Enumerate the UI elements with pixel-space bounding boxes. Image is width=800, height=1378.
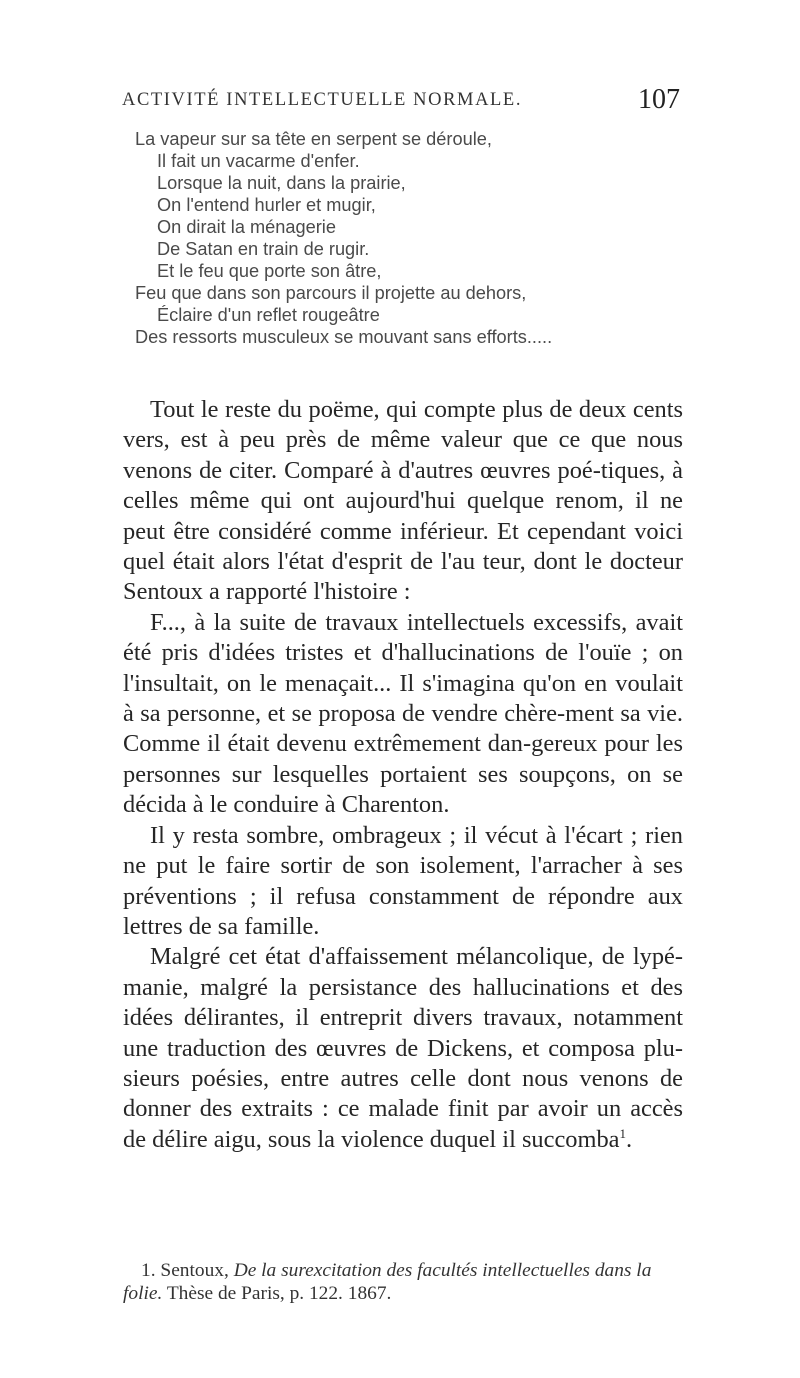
poem-line: La vapeur sur sa tête en serpent se déroule, [135,129,492,149]
footnote [123,1259,693,1305]
poem-line: On dirait la ménagerie [157,217,336,237]
footnote-author: Sentoux, [160,1260,229,1281]
page-number: 107 [638,84,680,115]
footnote-title: De la surexcitation des facultés intellectuelles dans la folie. [123,1260,652,1304]
poem-line: Il fait un vacarme d'enfer. [157,151,360,171]
poem-line: Des ressorts musculeux se mouvant sans efforts..... [135,327,553,347]
running-head: ACTIVITÉ INTELLECTUELLE NORMALE. [122,90,523,110]
body-text [123,395,683,1155]
poem-line: Lorsque la nuit, dans la prairie, [157,173,406,193]
paragraph-text: Malgré cet état d'affaissement mélancolique, de lypé-manie, malgré la persistance des hallucinations et des idées délirantes, il entreprit divers travaux, notamment une traduction des œuvres de Dickens, et composa plu-sieurs poésies, entre autres celle dont nous venons de donner des extraits : ce malade finit par avoir un accès de délire aigu, sous la violence duquel il succomba [123,943,683,1153]
paragraph: Il y resta sombre, ombrageux ; il vécut à l'écart ; rien ne put le faire sortir de son isolement, l'arracher à ses préventions ; il refusa constamment de répondre aux lettres de sa famille. [123,821,683,940]
poem-line: Éclaire d'un reflet rougeâtre [157,305,380,325]
footnotes [123,1259,693,1305]
footnote-number: 1. [141,1260,156,1281]
poem-line: De Satan en train de rugir. [157,239,370,259]
paragraph: F..., à la suite de travaux intellectuels excessifs, avait été pris d'idées tristes et d'hallucinations de l'ouïe ; on l'insultait, on le menaçait... Il s'imagina qu'on en voulait à sa personne, et se proposa de vendre chère-ment sa vie. Comme il était devenu extrêmement dan-gereux pour les personnes sur lesquelles portaient ses soupçons, on se décida à le conduire à Charenton. [123,608,683,819]
paragraph: Malgré cet état d'affaissement mélancolique, de lypé-manie, malgré la persistance des hallucinations et des idées délirantes, il entreprit divers travaux, notamment une traduction des œuvres de Dickens, et composa plu-sieurs poésies, entre autres celle dont nous venons de donner des extraits : ce malade finit par avoir un accès de délire aigu, sous la violence duquel il succomba$^1$. [123,943,683,1153]
poem-line: On l'entend hurler et mugir, [157,195,376,215]
poem-line: Et le feu que porte son âtre, [157,261,382,281]
footnote-marker: 1 [619,1125,626,1141]
footnote-publication: Thèse de Paris, p. 122. 1867. [166,1283,392,1304]
paragraph: Tout le reste du poëme, qui compte plus de deux cents vers, est à peu près de même valeur que ce que nous venons de citer. Comparé à d'autres œuvres poé-tiques, à celles même qui ont aujourd'hui quelque renom, il ne peut être considéré comme inférieur. Et cependant voici quel était alors l'état d'esprit de l'au teur, dont le docteur Sentoux a rapporté l'histoire : [123,396,683,606]
poem-line: Feu que dans son parcours il projette au dehors, [135,283,527,303]
page-header [118,84,680,120]
